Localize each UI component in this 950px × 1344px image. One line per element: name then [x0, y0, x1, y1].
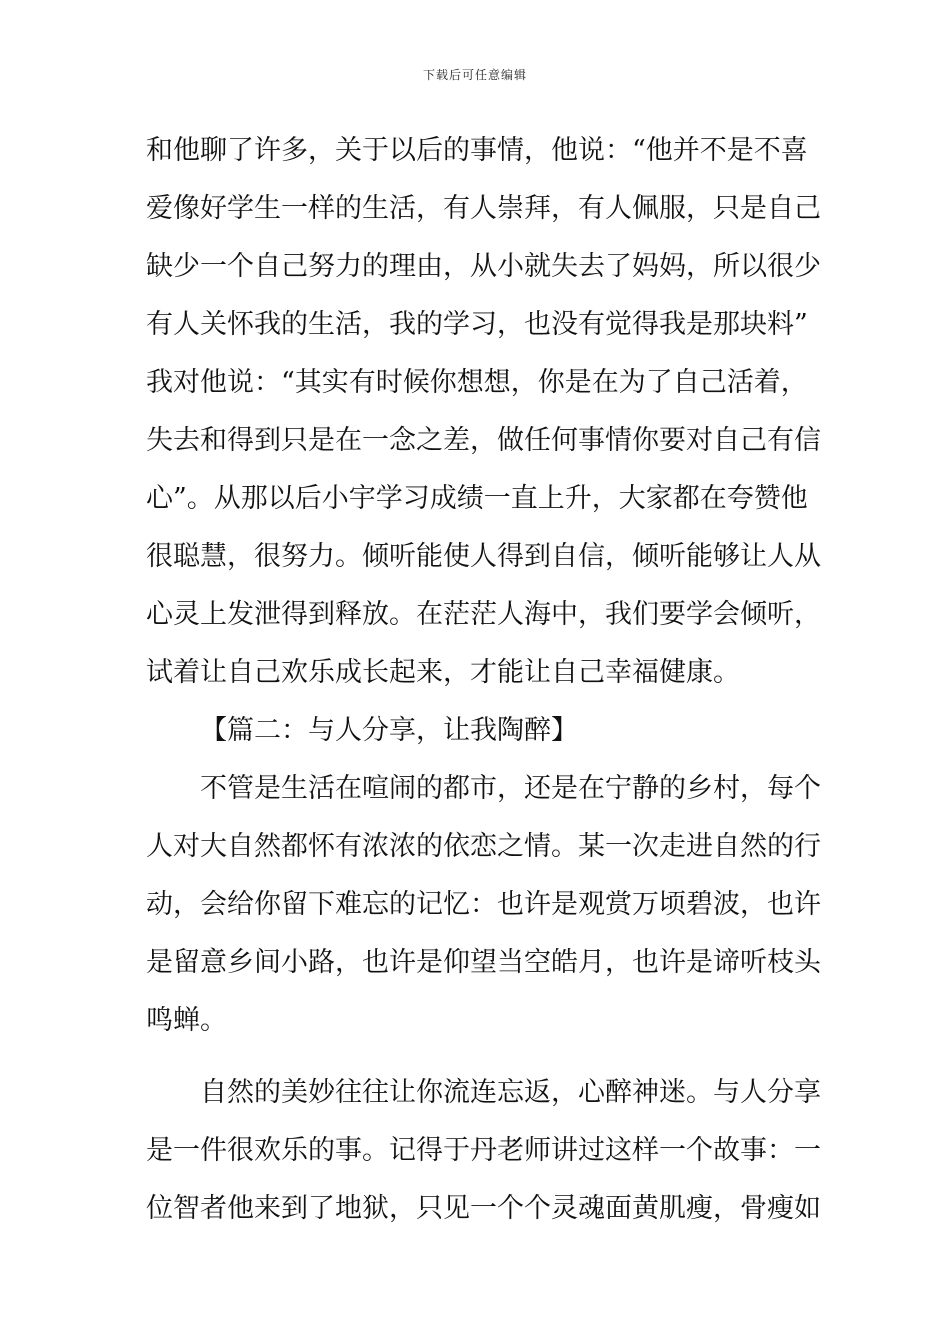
- text-line: 有人关怀我的生活，我的学习，也没有觉得我是那块料”: [146, 309, 808, 340]
- section-heading: 【篇二：与人分享，让我陶醉】: [200, 715, 578, 746]
- text-line: 是一件很欢乐的事。记得于丹老师讲过这样一个故事：一: [146, 1135, 821, 1166]
- text-line: 不管是生活在喧闹的都市，还是在宁静的乡村，每个: [200, 773, 821, 804]
- text-line: 人对大自然都怀有浓浓的依恋之情。某一次走进自然的行: [146, 831, 821, 862]
- text-line: 缺少一个自己努力的理由，从小就失去了妈妈，所以很少: [146, 251, 821, 282]
- text-line: 爱像好学生一样的生活，有人崇拜，有人佩服，只是自己: [146, 193, 821, 224]
- text-line: 试着让自己欢乐成长起来，才能让自己幸福健康。: [146, 657, 740, 688]
- page-header: 下载后可任意编辑: [422, 68, 527, 82]
- text-line: 自然的美妙往往让你流连忘返，心醉神迷。与人分享: [200, 1077, 821, 1108]
- paragraph-3: [146, 1064, 821, 1238]
- text-line: 我对他说：“其实有时候你想想，你是在为了自己活着，: [146, 367, 808, 398]
- paragraph-1: [146, 122, 821, 702]
- text-line: 心灵上发泄得到释放。在茫茫人海中，我们要学会倾听，: [146, 599, 821, 630]
- text-line: 是留意乡间小路，也许是仰望当空皓月，也许是谛听枝头: [146, 947, 821, 978]
- document-body: [146, 122, 821, 1238]
- paragraph-spacer: [146, 1050, 806, 1064]
- paragraph-2: [146, 760, 821, 1050]
- text-line: 失去和得到只是在一念之差，做任何事情你要对自己有信: [146, 425, 821, 456]
- text-line: 心”。从那以后小宇学习成绩一直上升，大家都在夸赞他: [146, 483, 808, 514]
- text-line: 很聪慧，很努力。倾听能使人得到自信，倾听能够让人从: [146, 541, 821, 572]
- text-line: 和他聊了许多，关于以后的事情，他说：“他并不是不喜: [146, 135, 808, 166]
- text-line: 动，会给你留下难忘的记忆：也许是观赏万顷碧波，也许: [146, 889, 821, 920]
- text-line: 鸣蝉。: [146, 1005, 227, 1036]
- text-line: 位智者他来到了地狱，只见一个个灵魂面黄肌瘦，骨瘦如: [146, 1193, 821, 1224]
